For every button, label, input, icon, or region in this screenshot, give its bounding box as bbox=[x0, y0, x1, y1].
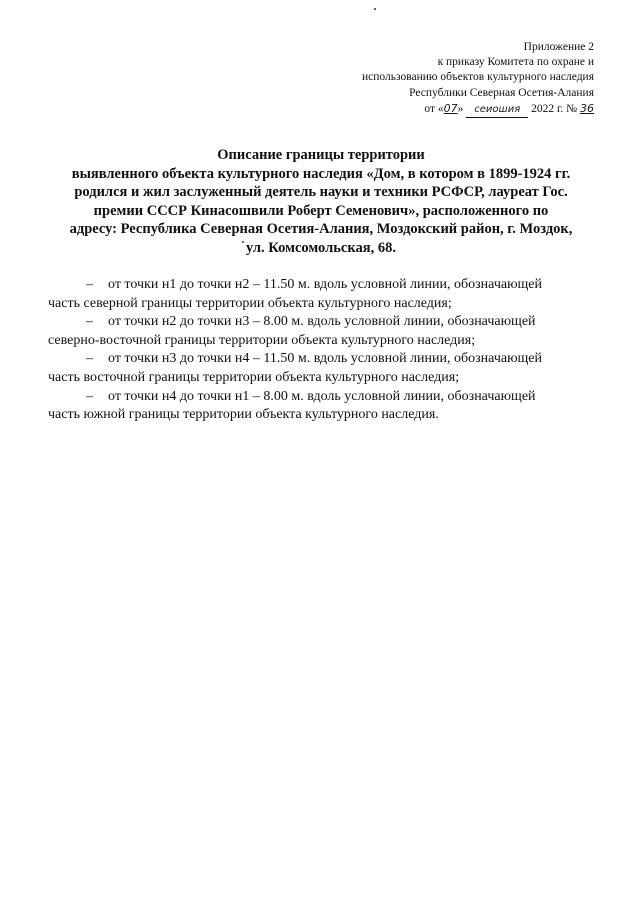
item-second-line: северно-восточной границы территории объекта культурного наследия; bbox=[48, 332, 476, 348]
scan-speck bbox=[374, 8, 376, 10]
appendix-line-3: использованию объектов культурного наследия bbox=[361, 71, 594, 84]
appendix-line-4: Республики Северная Осетия-Алания bbox=[409, 86, 594, 99]
appendix-line-1: Приложение 2 bbox=[523, 41, 594, 53]
handwritten-month: сеиошия bbox=[466, 102, 528, 118]
item-first-line bbox=[86, 350, 594, 369]
item-first-line bbox=[86, 276, 594, 295]
boundary-description bbox=[48, 276, 594, 425]
list-item bbox=[48, 388, 594, 425]
title-line-5: адресу: Республика Северная Осетия-Алания, Моздокский район, г. Моздок, bbox=[69, 221, 573, 237]
handwritten-day: 07 bbox=[443, 101, 458, 115]
item-dash: – bbox=[86, 314, 93, 330]
item-second-line: часть южной границы территории объекта культурного наследия. bbox=[48, 407, 439, 423]
handwritten-doc-number: 36 bbox=[580, 101, 594, 115]
appendix-header bbox=[362, 40, 594, 118]
document-title bbox=[48, 146, 594, 257]
title-line-6: ул. Комсомольская, 68. bbox=[246, 239, 396, 256]
date-year: 2022 г. № bbox=[531, 102, 578, 115]
appendix-date-line bbox=[362, 101, 594, 118]
item-text: от точки н3 до точки н4 – 11.50 м. вдоль условной линии, обозначающей bbox=[108, 351, 543, 367]
appendix-line-2: к приказу Комитета по охране и bbox=[437, 56, 594, 69]
date-close: » bbox=[457, 102, 464, 115]
item-dash: – bbox=[86, 277, 93, 292]
title-line-3: родился и жил заслуженный деятель науки и техники РСФСР, лауреат Гос. bbox=[74, 184, 568, 200]
item-second-line: часть восточной границы территории объекта культурного наследия; bbox=[48, 369, 460, 385]
list-item bbox=[48, 313, 594, 350]
date-prefix: от « bbox=[424, 102, 444, 115]
item-first-line bbox=[86, 313, 594, 332]
item-text: от точки н1 до точки н2 – 11.50 м. вдоль условной линии, обозначающей bbox=[108, 277, 543, 292]
title-line-2: выявленного объекта культурного наследия «Дом, в котором в 1899-1924 гг. bbox=[71, 165, 571, 182]
item-second-line: часть северной границы территории объекта культурного наследия; bbox=[48, 295, 452, 311]
list-item bbox=[48, 276, 594, 313]
item-dash: – bbox=[86, 351, 93, 367]
item-text: от точки н2 до точки н3 – 8.00 м. вдоль условной линии, обозначающей bbox=[108, 314, 536, 330]
title-line-1: Описание границы территории bbox=[217, 147, 425, 163]
item-first-line bbox=[86, 388, 594, 407]
list-item bbox=[48, 350, 594, 387]
scan-speck bbox=[242, 241, 244, 243]
item-dash: – bbox=[86, 388, 93, 404]
item-text: от точки н4 до точки н1 – 8.00 м. вдоль условной линии, обозначающей bbox=[108, 388, 536, 404]
title-line-4: премии СССР Кинасошвили Роберт Семенович», расположенного по bbox=[93, 202, 549, 219]
